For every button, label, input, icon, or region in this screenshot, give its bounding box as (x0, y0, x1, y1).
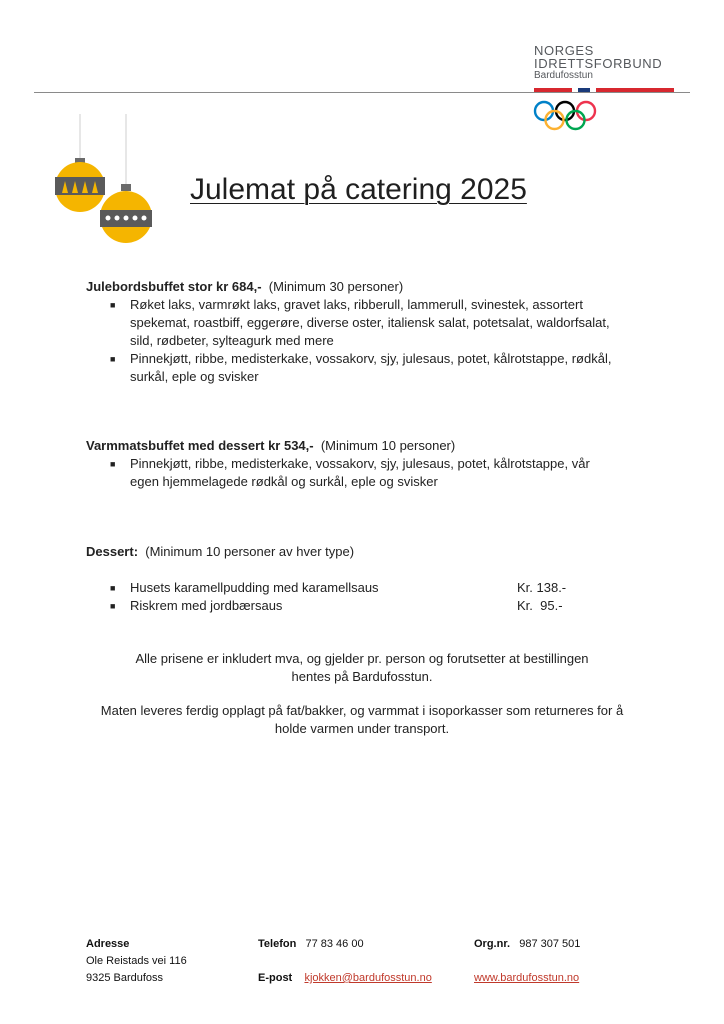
paragraph-line: hentes på Bardufosstun. (291, 669, 433, 684)
buffet-section-large (86, 278, 656, 386)
pricing-info-paragraph (80, 650, 644, 686)
footer-address (86, 936, 187, 987)
org-number: 987 307 501 (519, 938, 581, 950)
organization-logo-text (534, 44, 662, 82)
address-line-1: Ole Reistads vei 116 (86, 955, 187, 967)
bullet-icon: ■ (110, 583, 116, 593)
phone-number: 77 83 46 00 (305, 938, 364, 950)
delivery-info-paragraph (80, 702, 644, 738)
footer-org (474, 936, 580, 987)
dessert-name: Husets karamellpudding med karamellsaus (130, 580, 379, 595)
dessert-heading (86, 543, 656, 561)
website-link[interactable]: www.bardufosstun.no (474, 972, 580, 984)
paragraph-line: Alle prisene er inkludert mva, og gjelder pr. person og forutsetter at bestillingen (135, 651, 589, 666)
paragraph-line: holde varmen under transport. (274, 721, 450, 736)
buffet-name: Varmmatsbuffet med dessert kr 534,- (86, 438, 314, 453)
list-item (86, 455, 656, 491)
buffet-minimum-note: (Minimum 10 personer) (320, 438, 456, 453)
list-item (86, 296, 656, 350)
address-label: Adresse (86, 938, 130, 950)
list-item (86, 597, 656, 615)
buffet-section-hot (86, 437, 656, 491)
dessert-section (86, 543, 656, 615)
address-line-2: 9325 Bardufoss (86, 972, 164, 984)
bullet-icon: ■ (110, 459, 116, 469)
buffet-item-list (86, 296, 656, 386)
list-item-line: Pinnekjøtt, ribbe, medisterkake, vossakorv, sjy, julesaus, potet, kålrotstappe, rødkål, (130, 351, 612, 366)
logo-line-3: Bardufosstun (534, 70, 593, 81)
dessert-label: Dessert: (86, 544, 139, 559)
logo-line-1: NORGES (534, 43, 594, 58)
buffet-minimum-note: (Minimum 30 personer) (268, 279, 404, 294)
email-link[interactable]: kjokken@bardufosstun.no (304, 972, 432, 984)
list-item-line: sild, rødbeter, sylteagurk med mere (130, 333, 334, 348)
phone-label: Telefon (258, 938, 297, 950)
email-label: E-post (258, 972, 293, 984)
christmas-ornaments-icon (50, 114, 160, 249)
bullet-icon: ■ (110, 354, 116, 364)
paragraph-line: Maten leveres ferdig opplagt på fat/bakker, og varmmat i isoporkasser som returneres for å (100, 703, 624, 718)
buffet-heading (86, 437, 656, 455)
list-item-line: Røket laks, varmrøkt laks, gravet laks, ribberull, lammerull, svinestek, assortert (130, 297, 583, 312)
list-item (86, 350, 656, 386)
list-item-line: surkål, eple og svisker (130, 369, 259, 384)
olympic-rings-icon (532, 100, 598, 132)
org-label: Org.nr. (474, 938, 511, 950)
dessert-item-list (86, 579, 656, 615)
buffet-name: Julebordsbuffet stor kr 684,- (86, 279, 262, 294)
list-item (86, 579, 656, 597)
dessert-price: Kr. 138.- (517, 580, 567, 595)
buffet-heading (86, 278, 656, 296)
header-divider (34, 92, 690, 93)
dessert-name: Riskrem med jordbærsaus (130, 598, 283, 613)
logo-line-2: IDRETTSFORBUND (534, 56, 663, 71)
list-item-line: egen hjemmelagede rødkål og surkål, eple og svisker (130, 474, 438, 489)
dessert-price: Kr. 95.- (517, 598, 563, 613)
page-title: Julemat på catering 2025 (190, 173, 527, 206)
list-item-line: Pinnekjøtt, ribbe, medisterkake, vossakorv, sjy, julesaus, potet, kålrotstappe, vår (130, 456, 590, 471)
buffet-item-list (86, 455, 656, 491)
dessert-minimum-note: (Minimum 10 personer av hver type) (145, 544, 355, 559)
list-item-line: spekemat, roastbiff, eggerøre, diverse oster, italiensk salat, potetsalat, waldorfsalat, (130, 315, 610, 330)
footer-contact (258, 936, 432, 987)
bullet-icon: ■ (110, 300, 116, 310)
bullet-icon: ■ (110, 601, 116, 611)
